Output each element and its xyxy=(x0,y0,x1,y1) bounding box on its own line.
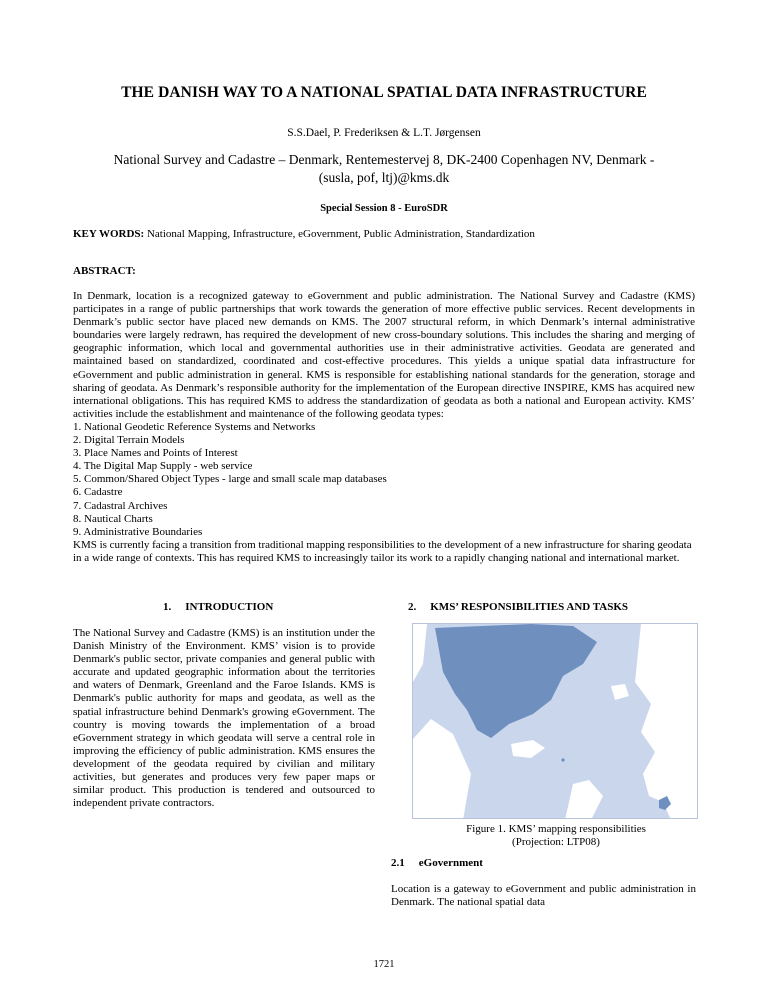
geodata-list-item: 6. Cadastre xyxy=(73,486,123,499)
keywords-text: National Mapping, Infrastructure, eGovernment, Public Administration, Standardization xyxy=(146,228,535,240)
keywords xyxy=(73,228,695,240)
geodata-list-item: 7. Cadastral Archives xyxy=(73,499,168,512)
abstract-closing: KMS is currently facing a transition from traditional mapping responsibilities to the development of a new infrastructure for sharing geodata in a wide range of contexts. This has required KMS to increasingly tailor its work to a rapidly changing national and international market. xyxy=(73,538,692,564)
egovernment-body: Location is a gateway to eGovernment and public administration in Denmark. The national spatial data xyxy=(391,883,696,909)
section-heading-responsibilities xyxy=(408,601,628,613)
caption-line-1: Figure 1. KMS’ mapping responsibilities xyxy=(466,823,646,835)
geodata-list-item: 2. Digital Terrain Models xyxy=(73,434,185,447)
affiliation: National Survey and Cadastre – Denmark, Rentemestervej 8, DK-2400 Copenhagen NV, Denmark - (susla, pof, ltj)@kms.dk xyxy=(113,152,655,185)
figure-map xyxy=(412,623,698,819)
abstract-body: In Denmark, location is a recognized gateway to eGovernment and public administration. The National Survey and Cadastre (KMS) participates in a range of public partnerships that work towards the generation of more effective public services. Recent developments in Denmark’s public sector have placed new demands on KMS. The 2007 structural reform, in which Denmark’s internal administrative boundaries were largely redrawn, has required the development of new cross-boundary solutions. This includes the sharing and merging of geographic information, which local and governmental authorities use in their administrative activities. Geodata are generated and maintained based on standardized, coordinated and cost-effective procedures. This yields a unique spatial data infrastructure for eGovernment and public administration in general. KMS is responsible for establishing national standards for the generation, storage and sharing of geodata. As Denmark’s responsible authority for the implementation of the European directive INSPIRE, KMS has acquired new international obligations. This has required KMS to address the standardization of geodata as both a national and European activity. KMS’ activities include the establishment and maintenance of the following geodata types: xyxy=(73,290,695,420)
land-faroe-islands xyxy=(561,758,564,761)
section-heading-introduction xyxy=(163,601,273,613)
subsection-heading-egovernment xyxy=(391,857,483,869)
section-number: 1. xyxy=(163,601,172,613)
geodata-list-item: 4. The Digital Map Supply - web service xyxy=(73,460,253,473)
authors: S.S.Dael, P. Frederiksen & L.T. Jørgensen xyxy=(287,127,481,139)
abstract xyxy=(73,290,695,565)
paper-title: THE DANISH WAY TO A NATIONAL SPATIAL DATA INFRASTRUCTURE xyxy=(121,84,647,101)
caption-line-2: (Projection: LTP08) xyxy=(512,836,600,848)
section-title: INTRODUCTION xyxy=(185,601,274,613)
subsection-number: 2.1 xyxy=(391,857,405,869)
session-label: Special Session 8 - EuroSDR xyxy=(320,203,448,214)
keywords-label: KEY WORDS: xyxy=(73,228,145,240)
abstract-heading: ABSTRACT: xyxy=(73,265,136,277)
introduction-body: The National Survey and Cadastre (KMS) is an institution under the Danish Ministry of the Environment. KMS’ vision is to provide Denmark's public sector, private companies and general public with accurate and updated geographic information about the territories and waters of Denmark, Greenland and the Faroe Islands. KMS is Denmark's public authority for maps and geodata, as well as the spatial infrastructure behind Denmark's growing eGovernment. The country is moving towards the implementation of a broad eGovernment strategy in which geodata will serve a central role in improving the efficiency of public administration. KMS ensures the development of the geodata required by civilian and military activities, but generates and produces very few paper maps or similar product. This production is tendered and outsourced to independent private contractors. xyxy=(73,627,375,810)
section-number: 2. xyxy=(408,601,417,613)
subsection-title: eGovernment xyxy=(418,857,483,869)
geodata-list-item: 3. Place Names and Points of Interest xyxy=(73,447,238,460)
map-image xyxy=(413,624,698,819)
section-title: KMS’ RESPONSIBILITIES AND TASKS xyxy=(430,601,629,613)
geodata-list-item: 5. Common/Shared Object Types - large and small scale map databases xyxy=(73,473,387,486)
geodata-list-item: 8. Nautical Charts xyxy=(73,512,153,525)
figure-caption xyxy=(391,823,721,849)
geodata-list-item: 9. Administrative Boundaries xyxy=(73,525,203,538)
page-number: 1721 xyxy=(373,959,395,970)
geodata-list-item: 1. National Geodetic Reference Systems and Networks xyxy=(73,420,316,433)
